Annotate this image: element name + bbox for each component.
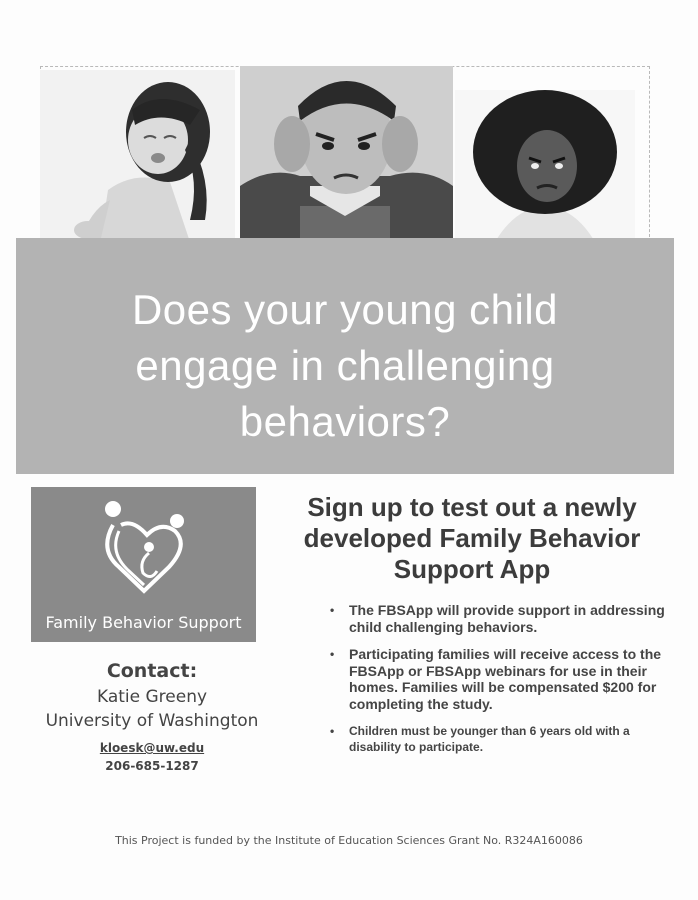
info-bullet-list (326, 602, 666, 766)
banner-question (16, 282, 674, 450)
banner-line-3: behaviors? (239, 398, 451, 445)
contact-email-link[interactable]: kloesk@uw.edu (99, 741, 205, 755)
headline-line-3: Support App (393, 554, 551, 584)
bullet-item: • Participating families will receive access to the FBSApp or FBSApp webinars for use in their homes. Families will be compensated $200 for completing the study. (326, 646, 666, 712)
bullet-item: • Children must be younger than 6 years old with a disability to participate. (326, 723, 666, 755)
logo-caption: Family Behavior Support (45, 613, 242, 632)
contact-name: Katie Greeny (96, 687, 208, 707)
contact-phone: 206-685-1287 (105, 759, 199, 773)
photo-curly-hair-girl (455, 90, 635, 242)
sign-up-headline (276, 492, 668, 585)
headline-banner (16, 238, 674, 474)
contact-block (31, 660, 273, 773)
headline-line-1: Sign up to test out a newly (307, 492, 637, 522)
banner-line-1: Does your young child (131, 286, 559, 333)
bullet-item: • The FBSApp will provide support in addressing child challenging behaviors. (326, 602, 666, 635)
photo-boy-covering-ears (240, 66, 453, 242)
contact-heading: Contact: (106, 660, 198, 682)
heart-family-logo-icon (99, 495, 189, 595)
funding-footer: This Project is funded by the Institute of Education Sciences Grant No. R324A160086 (115, 834, 583, 847)
headline-line-2: developed Family Behavior (303, 523, 641, 553)
logo-box (31, 487, 256, 642)
photo-crying-girl (40, 70, 235, 242)
banner-line-2: engage in challenging (135, 342, 555, 389)
contact-organization: University of Washington (45, 711, 259, 731)
